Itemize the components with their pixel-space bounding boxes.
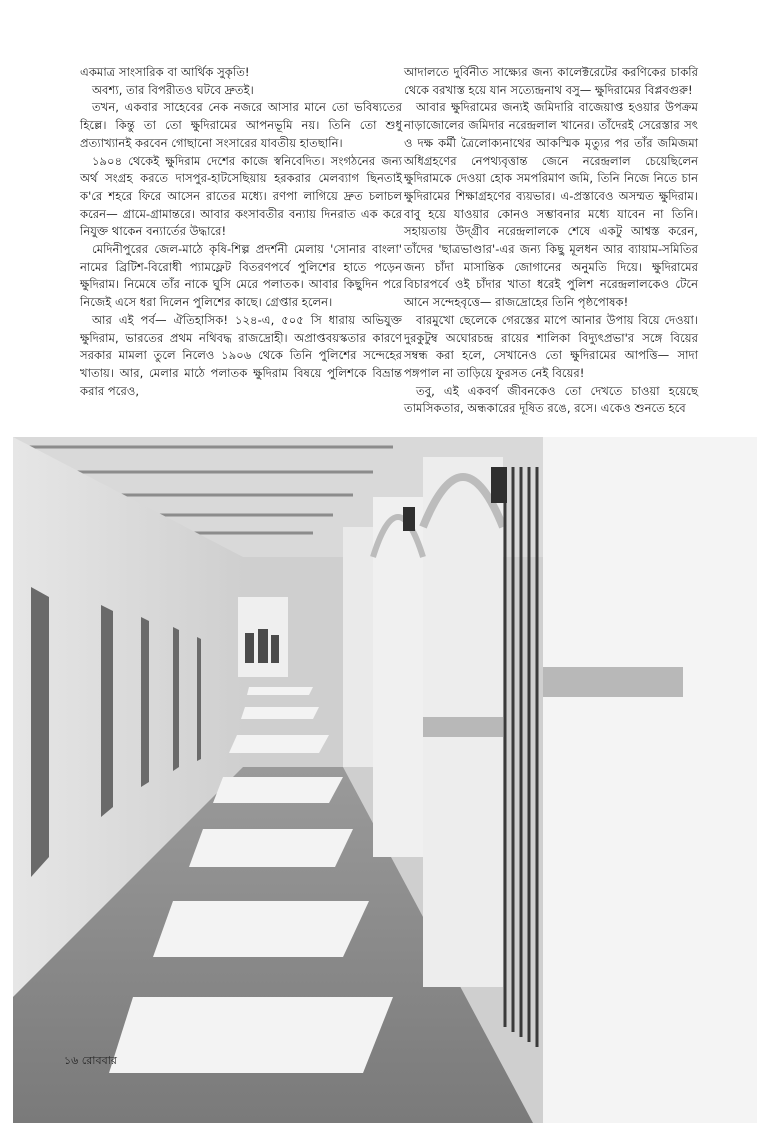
- paragraph: তবু, এই একবর্ণ জীবনকেও তো দেখতে চাওয়া হয়েছে তামসিকতার, অন্ধকারের দূষিত রঙে, রসে। একেও শুনতে হবে: [404, 383, 698, 416]
- paragraph: ১৯০৪ থেকেই ক্ষুদিরাম দেশের কাজে স্বনিবেদিত। সংগঠনের জন্য অর্থ সংগ্রহ করতে দাসপুর-হাটসেছিয়ায় হরকরার মেলব্যাগ ছিনতাই ক'রে শহরে ফিরে আসেন রাতের মধ্যে। রণপা লাগিয়ে দ্রুত চলাচল করেন— গ্রামে-গ্রামান্তরে। আবার কংসাবতীর বন্যায় দিনরাত এক করে নিযুক্ত থাকেন বন্যার্তের উদ্ধারে!: [80, 153, 402, 239]
- paragraph: একমাত্র সাংসারিক বা আর্থিক সুকৃতি!: [80, 65, 250, 79]
- page-footer: ১৬ রোববার: [64, 1054, 117, 1067]
- paragraph: আদালতে দুর্বিনীত সাক্ষ্যের জন্য কালেক্টরেটের করণিকের চাকরি থেকে বরখাস্ত হয়ে যান সত্যেন্দ্রনাথ বসু— ক্ষুদিরামের বিপ্লবগুরু!: [404, 65, 698, 97]
- paragraph: বারমুখো ছেলেকে গেরস্তের মাপে আনার উপায় বিয়ে দেওয়া। দুরকুটুম্ব অঘোরচন্দ্র রায়ের শালিকা বিদ্যুৎপ্রভা'র সঙ্গে বিয়ের সম্বন্ধ করা হলে, সেখানেও তো ক্ষুদিরামের আপত্তি— সাদা পঙ্গপাল না তাড়িয়ে ফুরসত নেই বিয়ের!: [404, 312, 698, 380]
- paragraph: আবার ক্ষুদিরামের জন্যই জমিদারি বাজেয়াপ্ত হওয়ার উপক্রম নাড়াজোলের জমিদার নরেন্দ্রলাল খানের। তাঁদেরই সেরেস্তার সৎ ও দক্ষ কর্মী ত্রৈলোক্যনাথের আকস্মিক মৃত্যুর পর তাঁর জমিজমা অধিগ্রহণের নেপথ্যবৃত্তান্ত জেনে নরেন্দ্রলাল চেয়েছিলেন ক্ষুদিরামকে দেওয়া হোক সমপরিমাণ জমি, তিনি নিজে নিতে চান ক্ষুদিরামের শিক্ষাগ্রহণের ব্যয়ভার। এ-প্রস্তাবেও অসম্মত ক্ষুদিরাম। বাবু হয়ে যাওয়ার কোনও সম্ভাবনার মধ্যে যাবেন না তিনি। সহায়তায় উদ্গ্রীব নরেন্দ্রলালকে শেষে একটু আশ্বস্ত করেন, তাঁদের 'ছাত্রভাণ্ডার'-এর জন্য কিছু মূলধন আর ব্যায়াম-সমিতির জন্য চাঁদা মাসান্তিক জোগানের অনুমতি দিয়ে। ক্ষুদিরামের বিচারপর্বে ওই চাঁদার খাতা ধরেই পুলিশ নরেন্দ্রলালকেও টেনে আনে সন্দেহবৃত্তে— রাজদ্রোহের তিনি পৃষ্ঠপোষক!: [404, 100, 698, 310]
- jail-corridor-photo: [13, 437, 757, 1123]
- paragraph: তখন, একবার সাহেবের নেক নজরে আসার মানে তো ভবিষ্যতের হিল্লে। কিন্তু তা তো ক্ষুদিরামের আপনভূমি নয়। তিনি তো শুধু প্রত্যাখ্যানই করবেন গোছানো সংসারের যাবতীয় হাতছানি।: [80, 100, 402, 150]
- article-right-column: [404, 64, 698, 418]
- paragraph: অবশ্য, তার বিপরীতও ঘটবে দ্রুতই।: [92, 82, 254, 97]
- article-left-column: [80, 64, 402, 400]
- corridor-illustration: [13, 437, 757, 1123]
- paragraph: মেদিনীপুরের জেল-মাঠে কৃষি-শিল্প প্রদর্শনী মেলায় 'সোনার বাংলা' নামের ব্রিটিশ-বিরোধী প্যামফ্লেট বিতরণপর্বে পুলিশের হাতে পড়েন ক্ষুদিরাম। নিমেষে তাঁর নাকে ঘুসি মেরে পলাতক। আবার কিছুদিন পরে নিজেই এসে ধরা দিলেন পুলিশের কাছে। গ্রেপ্তার হলেন।: [80, 242, 402, 310]
- paragraph: আর এই পর্ব— ঐতিহাসিক! ১২৪-এ, ৫০৫ সি ধারায় অভিযুক্ত ক্ষুদিরাম, ভারতের প্রথম নথিবদ্ধ রাজদ্রোহী। অপ্রাপ্তবয়স্কতার কারণে সরকার মামলা তুলে নিলেও ১৯০৬ থেকে তিনি পুলিশের সন্দেহের খাতায়। আর, মেলার মাঠে পলাতক ক্ষুদিরাম বিষয়ে পুলিশকে বিভ্রান্ত করার পরেও,: [80, 312, 402, 398]
